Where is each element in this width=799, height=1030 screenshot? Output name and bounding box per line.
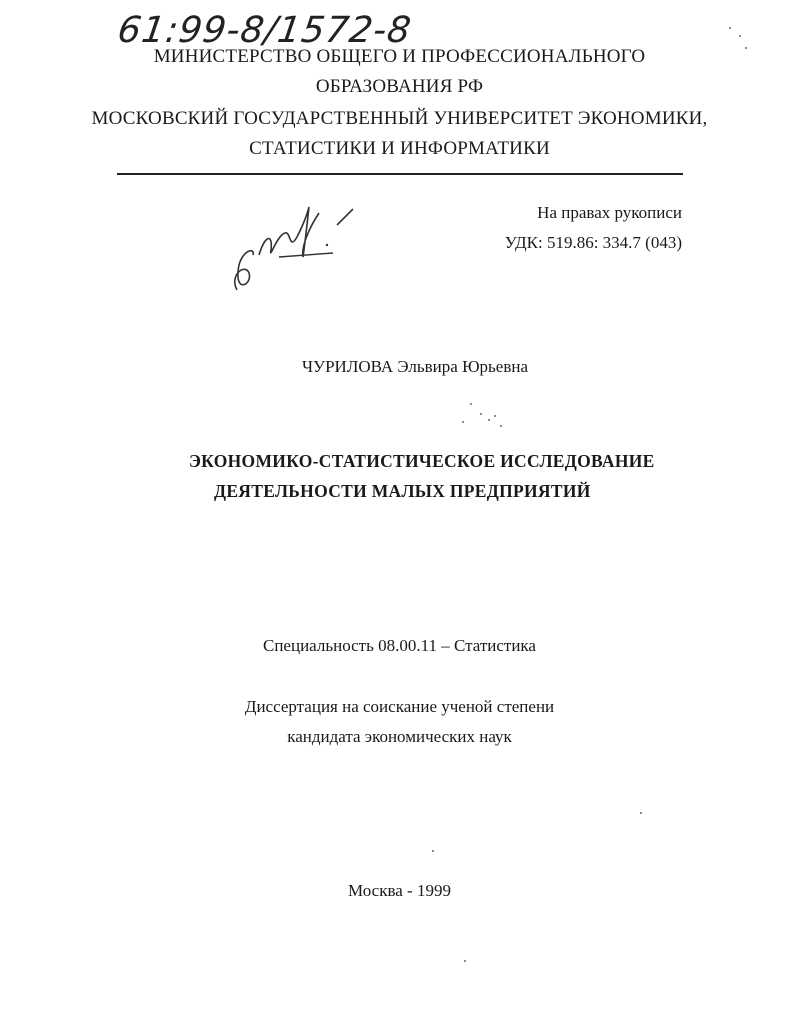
university-line-1: МОСКОВСКИЙ ГОСУДАРСТВЕННЫЙ УНИВЕРСИТЕТ ЭКОНОМИКИ, — [91, 108, 708, 129]
scan-speck — [432, 850, 434, 852]
dissertation-line-2: кандидата экономических наук — [287, 727, 512, 746]
signature-image — [215, 195, 365, 305]
ministry-line-2: ОБРАЗОВАНИЯ РФ — [315, 76, 484, 97]
udc-code: УДК: 519.86: 334.7 (043) — [504, 233, 682, 252]
scan-speck — [640, 812, 642, 814]
dissertation-line-1: Диссертация на соискание ученой степени — [244, 697, 555, 716]
header-divider — [117, 173, 683, 175]
scan-specks — [440, 395, 520, 435]
specialty: Специальность 08.00.11 – Статистика — [263, 636, 536, 655]
manuscript-rights-note: На правах рукописи — [537, 203, 682, 222]
university-line-2: СТАТИСТИКИ И ИНФОРМАТИКИ — [249, 138, 550, 159]
scan-speck — [464, 960, 466, 962]
place-and-year: Москва - 1999 — [348, 881, 451, 900]
handwritten-archive-number: 61:99-8/1572-8 — [115, 10, 415, 51]
thesis-title-line-2: ДЕЯТЕЛЬНОСТИ МАЛЫХ ПРЕДПРИЯТИЙ — [214, 481, 591, 501]
thesis-title-line-1: ЭКОНОМИКО-СТАТИСТИЧЕСКОЕ ИССЛЕДОВАНИЕ — [189, 451, 655, 471]
ministry-line-1: МИНИСТЕРСТВО ОБЩЕГО И ПРОФЕССИОНАЛЬНОГО — [153, 46, 646, 67]
author-name: ЧУРИЛОВА Эльвира Юрьевна — [302, 357, 529, 376]
